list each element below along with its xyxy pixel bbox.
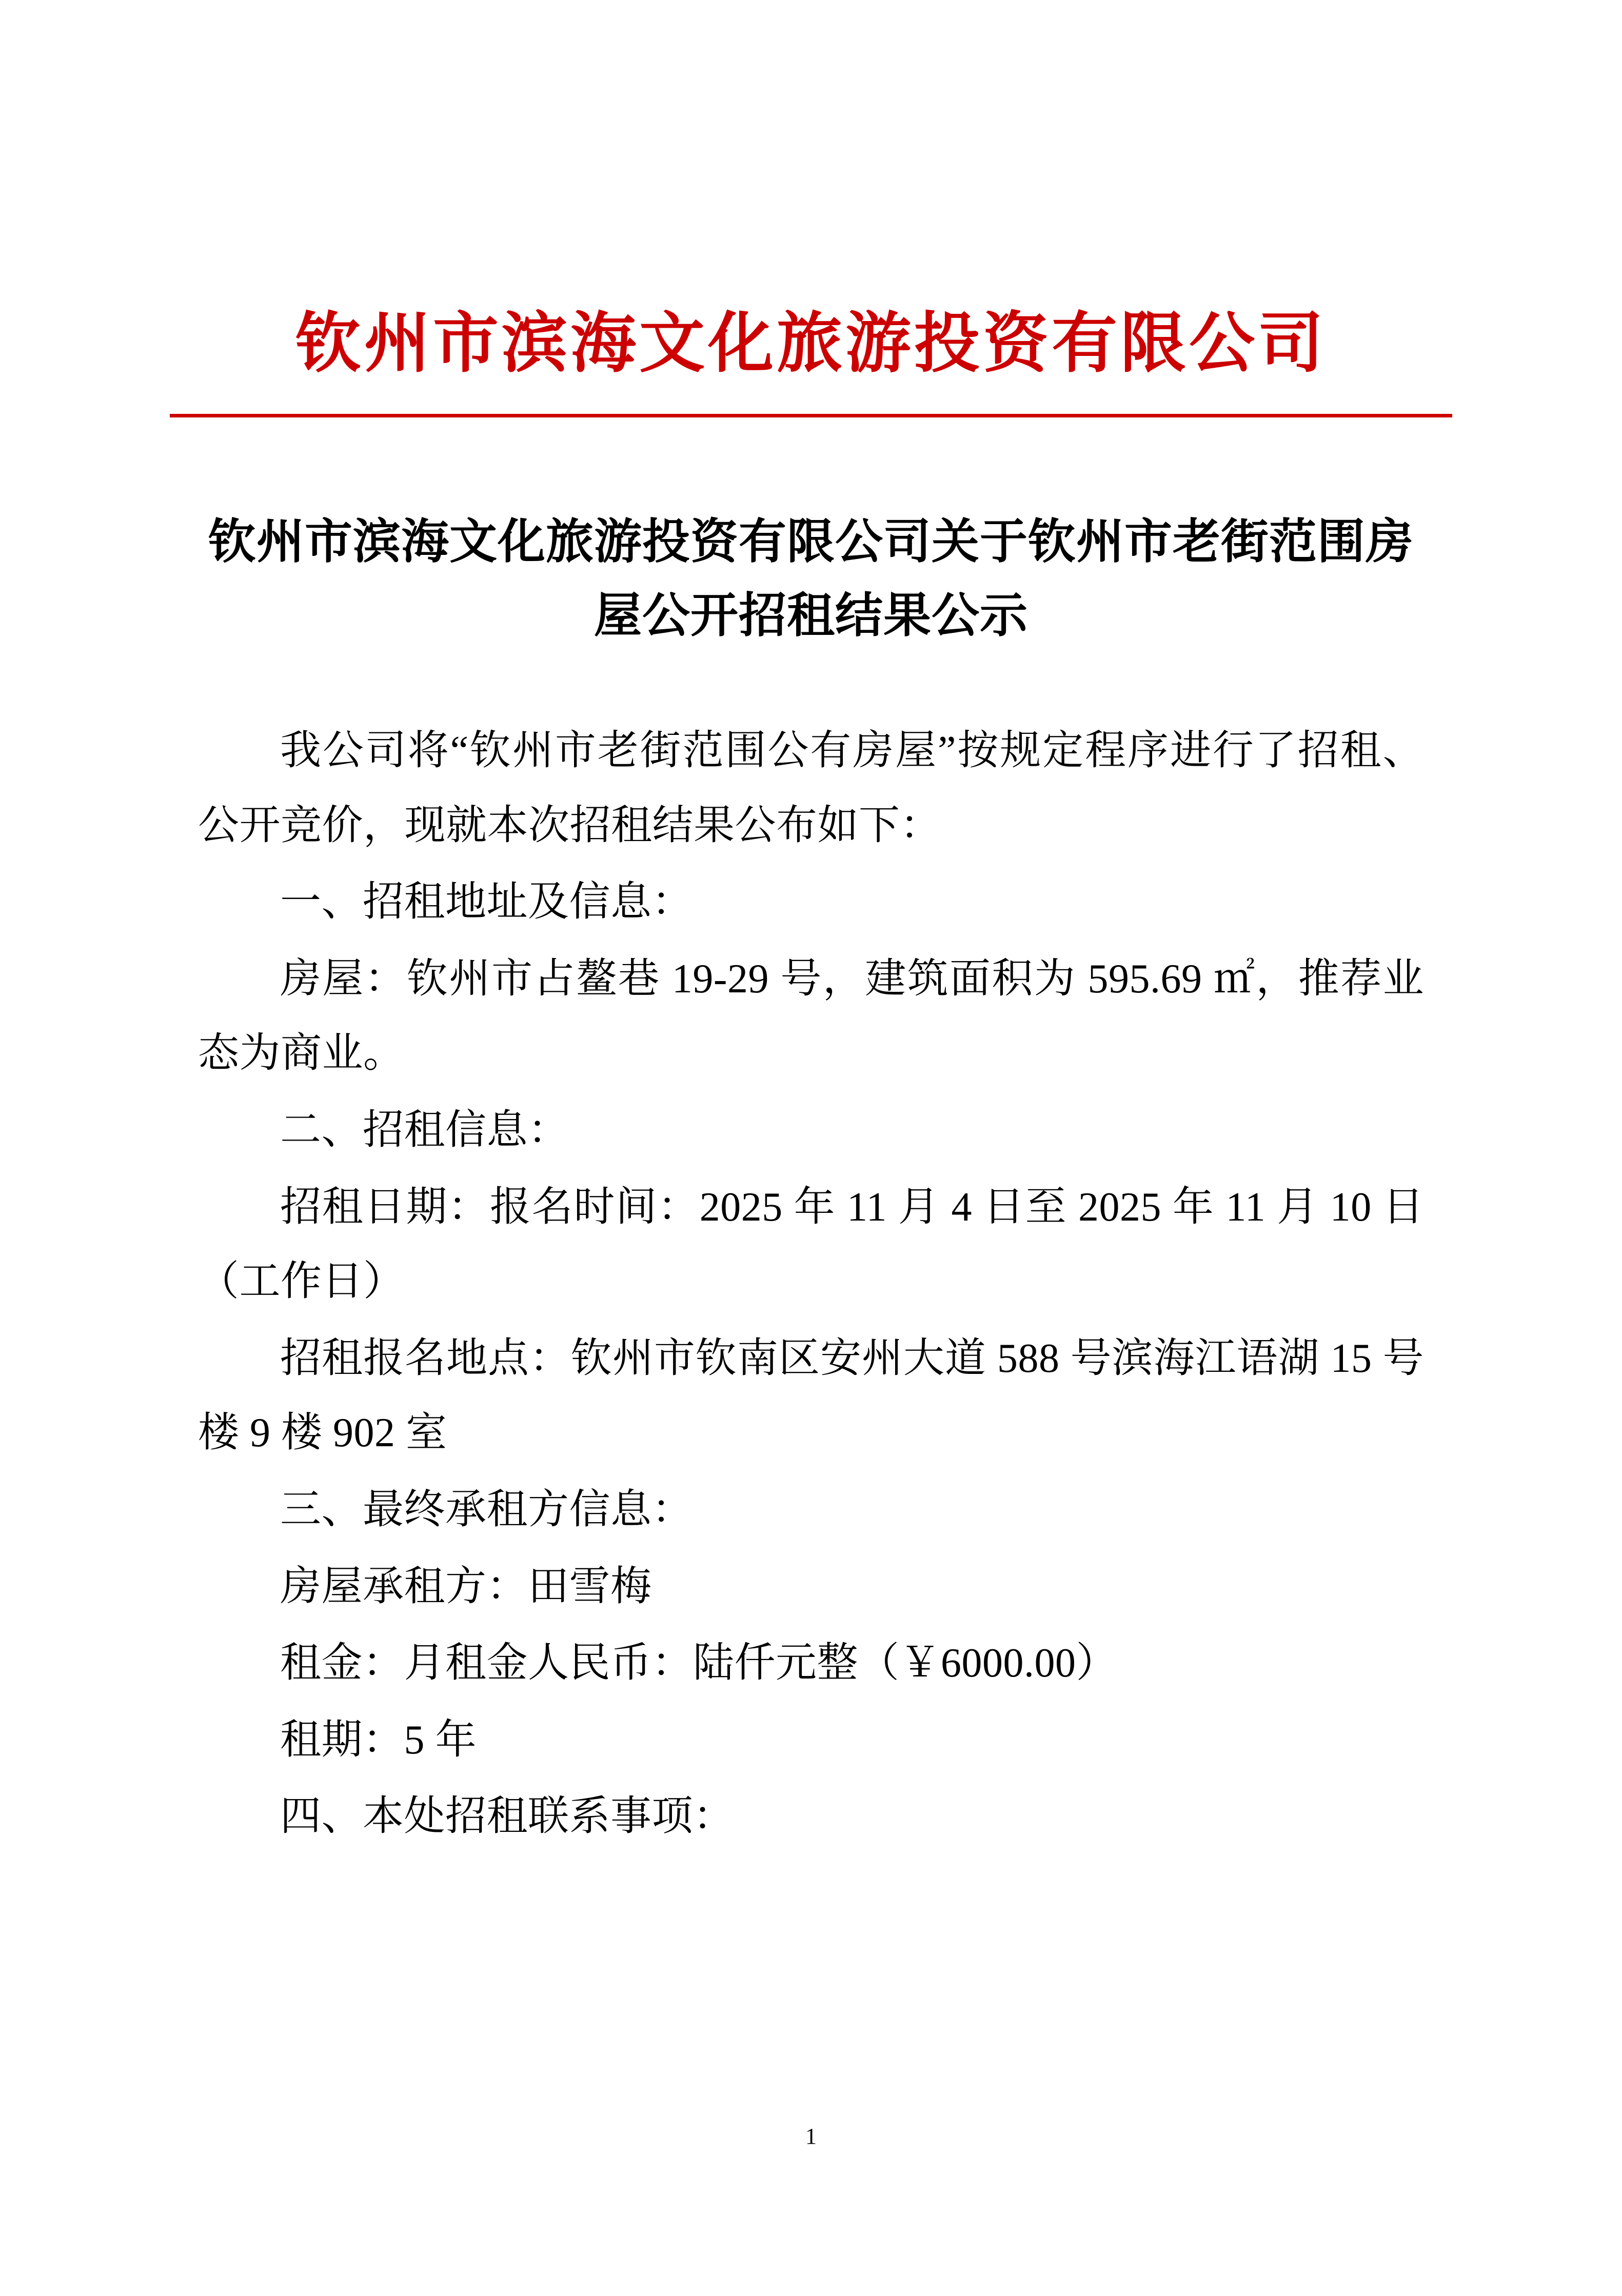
paragraph: 二、招租信息： — [280, 1108, 569, 1153]
paragraph: 我公司将“钦州市老街范围公有房屋”按规定程序进行了招租、公开竞价，现就本次招租结果公布如下： — [198, 728, 1424, 848]
page-number: 1 — [805, 2124, 817, 2149]
paragraph: 一、招租地址及信息： — [280, 880, 693, 925]
letterhead-company-name: 钦州市滨海文化旅游投资有限公司 — [295, 307, 1327, 380]
paragraph: 三、最终承租方信息： — [280, 1487, 693, 1533]
paragraph: 房屋：钦州市占鳌巷 19-29 号，建筑面积为 595.69 ㎡，推荐业态为商业。 — [198, 956, 1424, 1076]
page-title: 钦州市滨海文化旅游投资有限公司关于钦州市老街范围房屋公开招租结果公示 — [208, 514, 1414, 642]
letterhead-divider — [170, 414, 1452, 417]
paragraph: 四、本处招租联系事项： — [280, 1794, 735, 1840]
paragraph: 租期：5 年 — [280, 1717, 477, 1763]
document-body — [198, 714, 1424, 1854]
letterhead — [0, 308, 1622, 417]
paragraph: 房屋承租方：田雪梅 — [280, 1564, 652, 1609]
paragraph: 租金：月租金人民币：陆仟元整（￥6000.00） — [280, 1641, 1117, 1686]
paragraph: 招租报名地点：钦州市钦南区安州大道 588 号滨海江语湖 15 号楼 9 楼 902 室 — [198, 1335, 1424, 1456]
paragraph: 招租日期：报名时间：2025 年 11 月 4 日至 2025 年 11 月 10 日（工作日） — [198, 1184, 1424, 1305]
